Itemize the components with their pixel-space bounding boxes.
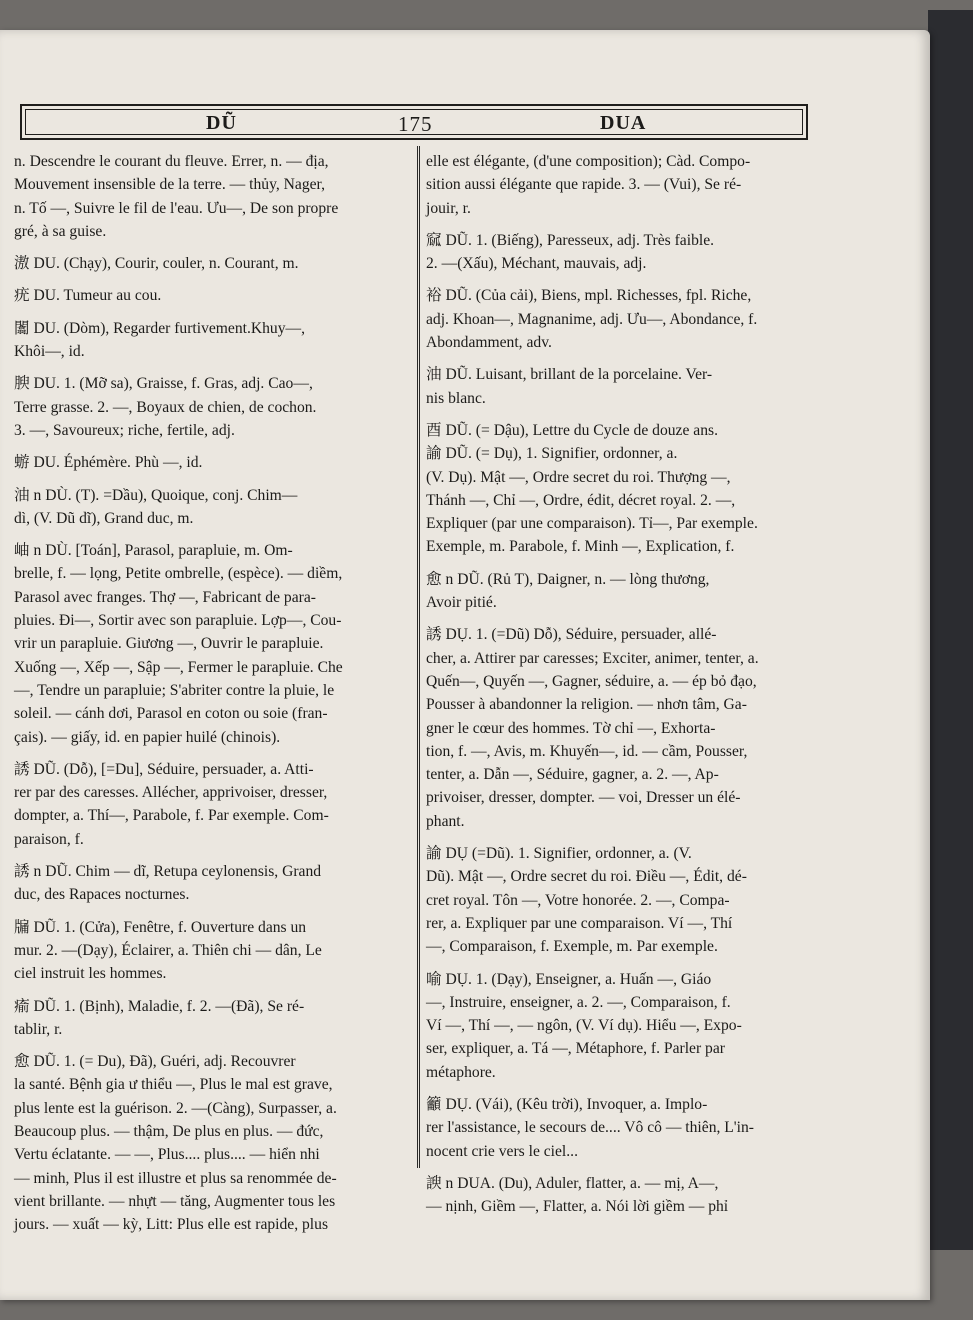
entry-headword-line: 愈 DŨ. 1. (= Du), Đã), Guéri, adj. Recouvrer	[14, 1053, 296, 1071]
text-line: Parasol avec franges. Thợ —, Fabricant de para-	[14, 588, 316, 606]
text-line: la santé. Bệnh gia ư thiểu —, Plus le mal est grave,	[14, 1076, 333, 1094]
text-line: Mouvement insensible de la terre. — thủy, Nager,	[14, 176, 326, 194]
text-line: rer par des caresses. Allécher, apprivoiser, dresser,	[14, 784, 328, 802]
text-line: gner le cœur des hommes. Tờ chỉ —, Exhorta-	[426, 719, 716, 737]
text-line: — minh, Plus il est illustre et plus sa renommée de-	[14, 1169, 337, 1187]
text-line: jours. — xuất — kỳ, Litt: Plus elle est rapide, plus	[14, 1216, 329, 1234]
text-line: Exemple, m. Parabole, f. Minh —, Explication, f.	[426, 538, 735, 556]
text-line: sition aussi élégante que rapide. 3. — (Vui), Se ré-	[426, 176, 742, 194]
text-line: Vertu éclatante. — —, Plus.... plus.... — hiển nhi	[14, 1146, 320, 1164]
text-line: çais). — giấy, id. en papier huilé (chinois).	[14, 728, 281, 746]
text-line: Khôi—, id.	[14, 343, 85, 361]
column-divider	[417, 146, 420, 1168]
text-line: mur. 2. —(Dạy), Éclairer, a. Thiên chi — dân, Le	[14, 941, 322, 959]
text-line: nis blanc.	[426, 389, 486, 407]
entry-headword-line: 疣 DU. Tumeur au cou.	[14, 287, 162, 305]
entry-headword-line: 酉 DŨ. (= Dậu), Lettre du Cycle de douze ans.	[426, 421, 718, 439]
text-line: Xuống —, Xếp —, Sập —, Fermer le parapluie. Che	[14, 658, 343, 676]
text-line: n. Tố —, Suivre le fil de l'eau. Ưu—, De son propre	[14, 199, 339, 217]
right-column	[426, 150, 842, 1218]
entry-headword-line: 油 DŨ. Luisant, brillant de la porcelaine. Ver-	[426, 366, 713, 384]
entry-headword-line: 窳 DŨ. 1. (Biếng), Paresseux, adj. Très faible.	[426, 231, 715, 249]
text-line: (V. Dụ). Mật —, Ordre secret du roi. Thượng —,	[426, 468, 731, 486]
text-line: vrir un parapluie. Giương —, Ouvrir le parapluie.	[14, 635, 324, 653]
entry-headword-line: 籲 DỤ. (Vái), (Kêu trời), Invoquer, a. Implo-	[426, 1095, 708, 1113]
entry-headword-line: 誘 DŨ. (Dỗ), [=Du], Séduire, persuader, a. Atti-	[14, 760, 314, 778]
text-line: elle est élégante, (d'une composition); Càd. Compo-	[426, 153, 751, 170]
entry-headword-line: 愈 n DŨ. (Rủ T), Daigner, n. — lòng thương,	[426, 570, 710, 588]
text-line: Dũ). Mật —, Ordre secret du roi. Điều —, Édit, dé-	[426, 868, 747, 886]
text-line: dì, (V. Dũ dĩ), Grand duc, m.	[14, 509, 194, 527]
text-line: duc, des Rapaces nocturnes.	[14, 886, 190, 904]
text-line: Thánh —, Chỉ —, Ordre, édit, décret royal. 2. —,	[426, 491, 736, 509]
entry-headword-line: 滶 DU. (Chạy), Courir, couler, n. Courant, m.	[14, 255, 299, 273]
entry-headword-line: 諭 DỤ (=Dũ). 1. Signifier, ordonner, a. (V.	[426, 845, 692, 863]
page-number: 175	[398, 112, 433, 136]
text-line: paraison, f.	[14, 830, 84, 848]
text-line: vient brillante. — nhựt — tăng, Augmenter tous les	[14, 1192, 336, 1210]
entry-headword-line: 闟 DU. (Dòm), Regarder furtivement.Khuy—,	[14, 319, 306, 337]
text-line: rer l'assistance, le secours de.... Vô cô — thiên, L'in-	[426, 1119, 754, 1137]
text-line: pluies. Đi—, Sortir avec son parapluie. Lợp—, Cou-	[14, 612, 342, 630]
text-line: cher, a. Attirer par caresses; Exciter, animer, tenter, a.	[426, 649, 759, 667]
text-line: tablir, r.	[14, 1020, 63, 1038]
text-line: Pousser à abandonner la religion. — nhơn tâm, Ga-	[426, 696, 747, 714]
text-line: — nịnh, Giềm —, Flatter, a. Nói lời giềm — phỉ	[426, 1198, 729, 1216]
entry-headword-line: 蝣 DU. Éphémère. Phù —, id.	[14, 454, 203, 472]
text-line: Beaucoup plus. — thậm, De plus en plus. — đức,	[14, 1122, 324, 1140]
header-right-guideword: DUA	[600, 112, 647, 134]
text-line: nocent crie vers le ciel...	[426, 1142, 578, 1160]
text-line: plus lente est la guérison. 2. —(Càng), Surpasser, a.	[14, 1099, 337, 1117]
text-line: ciel instruit les hommes.	[14, 965, 167, 983]
text-line: Quến—, Quyến —, Gagner, séduire, a. — ép bỏ đạo,	[426, 672, 757, 690]
text-line: 3. —, Savoureux; riche, fertile, adj.	[14, 421, 235, 439]
text-line: soleil. — cánh dơi, Parasol en coton ou soie (fran-	[14, 705, 328, 723]
text-line: Ví —, Thí —, — ngôn, (V. Ví dụ). Hiểu —, Expo-	[426, 1017, 742, 1035]
text-line: ser, expliquer, a. Tá —, Métaphore, f. Parler par	[426, 1040, 725, 1058]
entry-headword-line: 腴 DU. 1. (Mỡ sa), Graisse, f. Gras, adj. Cao—,	[14, 375, 313, 393]
text-line: —, Comparaison, f. Exemple, m. Par exemple.	[426, 938, 718, 956]
text-line: Expliquer (par une comparaison). Tỉ—, Par exemple.	[426, 515, 758, 533]
entry-headword-line: 岫 n DÙ. [Toán], Parasol, parapluie, m. Om-	[14, 542, 293, 560]
text-line: phant.	[426, 812, 465, 830]
text-line: tion, f. —, Avis, m. Khuyến—, id. — cầm, Pousser,	[426, 742, 748, 760]
text-line: rer, a. Expliquer par une comparaison. Ví —, Thí	[426, 914, 733, 932]
text-line: dompter, a. Thí—, Parabole, f. Par exemple. Com-	[14, 807, 329, 825]
text-line: privoiser, dresser, dompter. — voi, Dresser un élé-	[426, 789, 741, 807]
text-line: métaphore.	[426, 1063, 496, 1081]
text-line: gré, à sa guise.	[14, 222, 107, 240]
text-line: Avoir pitié.	[426, 594, 497, 612]
text-line: jouir, r.	[426, 199, 471, 217]
header-left-guideword: DŨ	[206, 112, 237, 134]
running-header	[20, 104, 808, 140]
entry-headword-line: 喻 DỤ. 1. (Dạy), Enseigner, a. Huấn —, Giáo	[426, 970, 712, 988]
entry-headword-line: 諭 DŨ. (= Dụ), 1. Signifier, ordonner, a.	[426, 445, 678, 463]
text-line: Terre grasse. 2. —, Boyaux de chien, de cochon.	[14, 398, 317, 416]
text-line: —, Tendre un parapluie; S'abriter contre la pluie, le	[14, 681, 335, 699]
entry-headword-line: 誘 DỤ. 1. (=Dũ) Dỗ), Séduire, persuader, allé-	[426, 626, 717, 644]
text-line: 2. —(Xấu), Méchant, mauvais, adj.	[426, 255, 647, 273]
text-line: cret royal. Tôn —, Votre honorée. 2. —, Compa-	[426, 891, 730, 909]
entry-headword-line: 油 n DÙ. (T). =Dầu), Quoique, conj. Chim—	[14, 486, 298, 504]
entry-headword-line: 牖 DŨ. 1. (Cửa), Fenêtre, f. Ouverture dans un	[14, 918, 307, 936]
text-line: brelle, f. — lọng, Petite ombrelle, (espèce). — diềm,	[14, 565, 343, 583]
entry-headword-line: 瘉 DŨ. 1. (Bịnh), Maladie, f. 2. —(Đã), Se ré-	[14, 997, 305, 1015]
text-line: n. Descendre le courant du fleuve. Errer, n. — địa,	[14, 153, 329, 170]
entry-headword-line: 裕 DŨ. (Của cải), Biens, mpl. Richesses, fpl. Riche,	[426, 287, 752, 305]
book-cover-edge	[928, 10, 973, 1250]
text-line: tenter, a. Dẫn —, Séduire, gagner, a. 2. —, Ap-	[426, 766, 719, 784]
text-line: Abondamment, adv.	[426, 334, 552, 352]
entry-headword-line: 誘 n DŨ. Chim — dĩ, Retupa ceylonensis, Grand	[14, 863, 322, 881]
entry-headword-line: 諛 n DUA. (Du), Aduler, flatter, a. — mị, A—,	[426, 1174, 719, 1192]
text-line: —, Instruire, enseigner, a. 2. —, Comparaison, f.	[426, 993, 731, 1011]
left-column	[14, 150, 414, 1236]
text-line: adj. Khoan—, Magnanime, adj. Ưu—, Abondance, f.	[426, 310, 758, 328]
